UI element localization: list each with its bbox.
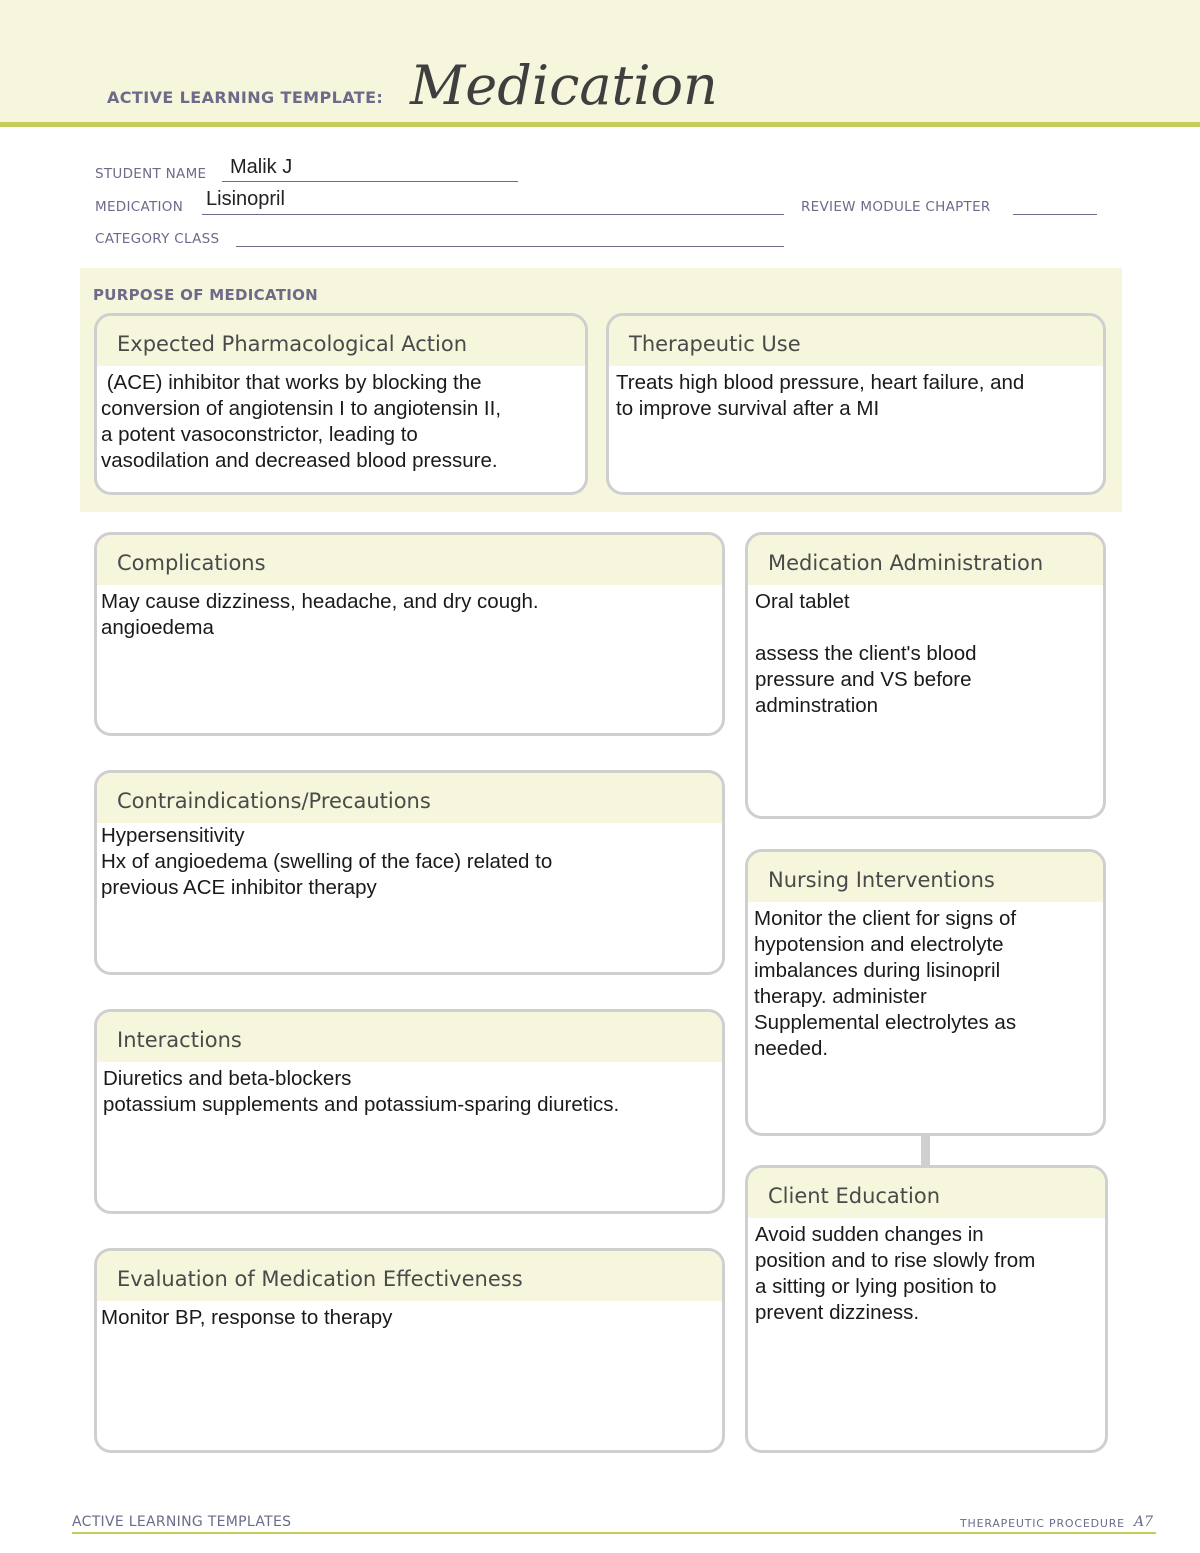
contraindications-title: Contraindications/Precautions — [97, 773, 722, 823]
header-rule — [0, 122, 1200, 127]
expected-action-text[interactable]: (ACE) inhibitor that works by blocking the conversion of angiotensin I to angiotensin II, a potent vasoconstrictor, leading to vasodilation and decreased blood pressure. — [101, 371, 502, 472]
client-education-text[interactable]: Avoid sudden changes in position and to rise slowly from a sitting or lying position to prevent dizziness. — [755, 1223, 1036, 1324]
evaluation-text[interactable]: Monitor BP, response to therapy — [101, 1306, 393, 1329]
box-connector — [921, 1135, 930, 1167]
administration-box — [745, 532, 1106, 819]
student-name-line — [222, 181, 518, 182]
client-education-title: Client Education — [748, 1168, 1105, 1218]
review-module-label: REVIEW MODULE CHAPTER — [801, 199, 991, 215]
expected-action-title: Expected Pharmacological Action — [97, 316, 585, 366]
footer-right: THERAPEUTIC PROCEDURE — [960, 1517, 1125, 1530]
administration-title: Medication Administration — [748, 535, 1103, 585]
interactions-title: Interactions — [97, 1012, 722, 1062]
template-label: ACTIVE LEARNING TEMPLATE: — [107, 88, 384, 107]
nursing-interventions-text[interactable]: Monitor the client for signs of hypotension and electrolyte imbalances during lisinopril therapy. administer Supplemental electrolytes as needed. — [754, 907, 1017, 1060]
evaluation-title: Evaluation of Medication Effectiveness — [97, 1251, 722, 1301]
administration-text[interactable]: Oral tablet assess the client's blood pressure and VS before adminstration — [755, 590, 977, 717]
student-name-label: STUDENT NAME — [95, 166, 207, 182]
medication-field[interactable]: Lisinopril — [206, 188, 285, 210]
category-class-label: CATEGORY CLASS — [95, 231, 220, 247]
contraindications-text[interactable]: Hypersensitivity Hx of angioedema (swelling of the face) related to previous ACE inhibitor therapy — [101, 824, 553, 899]
medication-label: MEDICATION — [95, 199, 184, 215]
medication-line — [202, 214, 784, 215]
purpose-title: PURPOSE OF MEDICATION — [93, 286, 319, 304]
therapeutic-use-box — [606, 313, 1106, 495]
evaluation-box — [94, 1248, 725, 1453]
therapeutic-use-title: Therapeutic Use — [609, 316, 1103, 366]
review-module-line — [1013, 214, 1097, 215]
student-name-field[interactable]: Malik J — [230, 156, 293, 178]
complications-box — [94, 532, 725, 736]
expected-action-box — [94, 313, 588, 495]
complications-title: Complications — [97, 535, 722, 585]
interactions-box — [94, 1009, 725, 1214]
complications-text[interactable]: May cause dizziness, headache, and dry cough. angioedema — [101, 590, 539, 639]
nursing-interventions-title: Nursing Interventions — [748, 852, 1103, 902]
template-title: Medication — [410, 54, 718, 117]
therapeutic-use-text[interactable]: Treats high blood pressure, heart failure, and to improve survival after a MI — [616, 371, 1025, 420]
footer-page: A7 — [1134, 1514, 1154, 1530]
category-class-line — [236, 246, 784, 247]
contraindications-box — [94, 770, 725, 975]
nursing-interventions-box — [745, 849, 1106, 1136]
interactions-text[interactable]: Diuretics and beta-blockers potassium supplements and potassium-sparing diuretics. — [103, 1067, 620, 1116]
client-education-box — [745, 1165, 1108, 1453]
footer-rule — [72, 1532, 1156, 1534]
footer-left: ACTIVE LEARNING TEMPLATES — [72, 1514, 292, 1530]
